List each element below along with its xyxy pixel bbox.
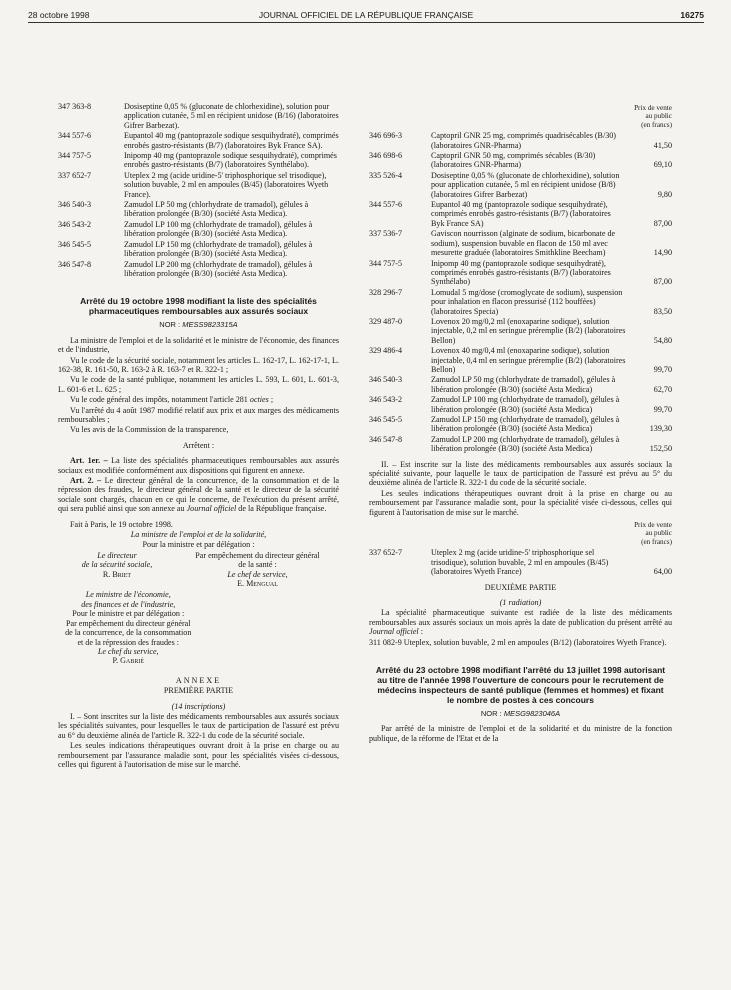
product-code: 335 526-4	[369, 170, 403, 180]
list-item	[58, 151, 339, 170]
list-item	[369, 200, 672, 228]
product-description: Zamudol LP 50 mg (chlorhydrate de tramadol), gélules à libération prolongée (B/30) (société Asta Medica).	[124, 200, 309, 219]
page-header	[28, 8, 704, 22]
product-code: 346 540-3	[58, 200, 92, 210]
product-description: Zamudol LP 50 mg (chlorhydrate de tramadol), gélules à libération prolongée (B/30) (société Asta Medica)	[431, 375, 616, 394]
product-code: 344 557-6	[369, 200, 403, 210]
product-code: 346 696-3	[369, 131, 403, 141]
right-column	[369, 104, 672, 744]
product-description: Lovenox 40 mg/0,4 ml (enoxaparine sodique), solution injectable, 0,4 ml en seringue préremplie (B/2) (laboratoires Bellon)	[431, 346, 626, 374]
section-ii: II. – Est inscrite sur la liste des médicaments remboursables aux assurés sociaux la spécialité suivante, pour laquelle le taux de participation de l'assuré est prévu au 5° du deuxième alinéa de l'article R. 322-1 du code de la sécurité sociale.	[369, 459, 672, 488]
left-product-list	[58, 102, 339, 278]
product-price: 99,70	[653, 364, 672, 374]
indications: Les seules indications thérapeutiques ouvrant droit à la prise en charge ou au remboursement par l'assurance maladie sont, pour la spécialité visée ci-dessous, celles qui figurent à l'autorisation de mise sur le marché.	[369, 488, 672, 517]
list-item	[369, 229, 672, 257]
article-1: Art. 1er. – La liste des spécialités pharmaceutiques remboursables aux assurés sociaux est modifiée conformément aux dispositions qui figurent en annexe.	[58, 456, 339, 475]
product-description: Inipomp 40 mg (pantoprazole sodique sesquihydraté), comprimés enrobés gastro-résistants (B/7) (laboratoires Synthélabo)	[431, 258, 611, 287]
product-description: Dosiseptine 0,05 % (gluconate de chlorhexidine), solution pour application cutanée, 5 ml en récipient unidose (B/16) (laboratoires Gifrer Barbezat).	[124, 102, 339, 130]
header-title: JOURNAL OFFICIEL DE LA RÉPUBLIQUE FRANÇAISE	[258, 10, 474, 20]
vu-clause: Vu le code de la santé publique, notamment les articles L. 593, L. 601, L. 601-3, L. 601-6 et L. 625 ;	[58, 375, 339, 394]
price-header: Prix de vente au public (en francs)	[634, 521, 672, 546]
product-description: Captopril GNR 50 mg, comprimés sécables (B/30) (laboratoires GNR-Pharma)	[431, 151, 596, 170]
signature-block: Le directeur de la sécurité sociale, R. Briet Par empêchement du directeur général de la santé : Le chef de service, E. Mengual	[81, 550, 320, 589]
product-code: 346 547-8	[58, 259, 92, 269]
right-product-list	[369, 131, 672, 453]
product-description: Inipomp 40 mg (pantoprazole sodique sesquihydraté), comprimés enrobés gastro-résistants (B/7) (laboratoires Synthélabo).	[124, 151, 337, 170]
section-i: I. – Sont inscrites sur la liste des médicaments remboursables aux assurés sociaux les spécialités suivantes, pour lesquelles le taux de participation de l'assuré est prévu au 6° du deuxième alinéa de l'article R. 322-1 du code de la sécurité sociale.	[58, 711, 339, 740]
product-price: 139,30	[649, 424, 672, 434]
vu-clause: Vu le code général des impôts, notamment l'article 281 octies ;	[70, 395, 274, 405]
arrete2-title: Arrêté du 23 octobre 1998 modifiant l'arrêté du 13 juillet 1998 autorisant au titre de l'année 1998 l'ouverture de concours pour le recrutement de médecins inspecteurs de santé publique (femmes et hommes) et fixant le nombre de postes à ces concours	[375, 664, 666, 705]
product-code: 347 363-8	[58, 102, 92, 111]
product-description: Uteplex 2 mg (acide uridine-5' triphosphorique sel trisodique), solution buvable, 2 ml en ampoules (B/45) (laboratoires Wyeth France).	[124, 170, 329, 199]
product-code: 346 543-2	[58, 219, 92, 229]
preamble: La ministre de l'emploi et de la solidarité et le ministre de l'économie, des finances et de l'industrie,	[58, 335, 339, 355]
product-description: Eupantol 40 mg (pantoprazole sodique sesquihydraté), comprimés enrobés gastro-résistants (B/7) (laboratoires Byk France SA).	[124, 131, 339, 150]
premiere-partie: PREMIÈRE PARTIE	[163, 686, 234, 696]
list-item	[58, 171, 339, 199]
product-description: Zamudol LP 200 mg (chlorhydrate de tramadol), gélules à libération prolongée (B/30) (société Asta Medica)	[431, 434, 620, 454]
product-code: 344 557-6	[58, 131, 92, 141]
left-column	[58, 102, 339, 770]
list-item	[58, 200, 339, 219]
list-item	[369, 346, 672, 374]
list-item: 337 652-7 Uteplex 2 mg (acide uridine-5' triphosphorique sel trisodique), solution buvable, 2 ml en ampoules (B/45) (laboratoires Wyeth France) 64,00	[369, 548, 672, 577]
indications: Les seules indications thérapeutiques ouvrant droit à la prise en charge ou au remboursement par l'assurance maladie sont, pour les spécialités visées ci-dessous, celles qui figurent à l'autorisation de mise sur le marché.	[58, 741, 339, 769]
annexe-heading: ANNEXE	[175, 675, 222, 685]
list-item	[58, 102, 339, 130]
product-price: 99,70	[653, 404, 672, 414]
signature-delegation: Pour la ministre et par délégation :	[142, 540, 255, 550]
product-description: Zamudol LP 150 mg (chlorhydrate de tramadol), gélules à libération prolongée (B/30) (société Asta Medica).	[124, 239, 313, 259]
product-description: Captopril GNR 25 mg, comprimés quadrisécables (B/30) (laboratoires GNR-Pharma)	[431, 131, 616, 150]
last-paragraph: Par arrêté de la ministre de l'emploi et de la solidarité et du ministre de la fonction publique, de la réforme de l'Etat et de la	[369, 724, 672, 743]
product-code: 329 486-4	[369, 346, 403, 356]
product-code: 344 757-5	[369, 258, 403, 268]
list-item	[369, 395, 672, 414]
product-price: 9,80	[657, 189, 672, 199]
product-price: 41,50	[653, 140, 672, 150]
arretent: Arrêtent :	[182, 440, 215, 450]
signature-ministre: La ministre de l'emploi et de la solidarité,	[130, 530, 267, 540]
radiation-item: 311 082-9 Uteplex, solution buvable, 2 ml en ampoules (B/12) (laboratoires Wyeth France).	[369, 637, 667, 647]
product-code: 328 296-7	[369, 287, 403, 297]
product-description: Dosiseptine 0,05 % (gluconate de chlorhexidine), solution pour application cutanée, 5 ml en récipient unidose (B/8) (laboratoires Gifrer Barbezat)	[431, 170, 620, 199]
list-item	[369, 259, 672, 287]
header-date: 28 octobre 1998	[28, 10, 90, 20]
product-code: 337 536-7	[369, 229, 403, 239]
header-rule	[28, 22, 704, 23]
product-price: 83,50	[653, 306, 672, 316]
product-code: 346 545-5	[369, 415, 403, 424]
radiation-count: (1 radiation)	[499, 597, 542, 607]
product-description: Lomudal 5 mg/dose (cromoglycate de sodium), suspension pour inhalation en flacon pressurisé (112 bouffées) (laboratoires Specia)	[431, 287, 623, 316]
vu-clause: Vu l'arrêté du 4 août 1987 modifié relatif aux prix et aux marges des médicaments remboursables ;	[58, 405, 339, 424]
product-code: 346 545-5	[58, 239, 92, 249]
product-price: 14,90	[653, 248, 672, 258]
vu-clause: Vu le code de la sécurité sociale, notamment les articles L. 162-17, L. 162-17-1, L. 162-38, R. 161-50, R. 163-2 à R. 163-7 et R. 322-1 ;	[58, 355, 339, 374]
product-description: Gaviscon nourrisson (alginate de sodium, bicarbonate de sodium), suspension buvable en flacon de 150 ml avec mesurette graduée (laboratoires Smithkline Beecham)	[431, 229, 616, 258]
list-item	[369, 415, 672, 434]
product-code: 346 543-2	[369, 395, 403, 405]
list-item	[58, 220, 339, 239]
article-2: Art. 2. – Le directeur général de la concurrence, de la consommation et de la répression des fraudes, le directeur général de la santé et le directeur de la sécurité sociale sont chargés, chacun en ce qui le concerne, de l'exécution du présent arrêté, qui sera publié ainsi que son annexe au Journal officiel de la République française.	[58, 476, 339, 514]
product-code: 329 487-0	[369, 316, 403, 326]
list-item	[369, 435, 672, 454]
list-item	[369, 131, 672, 150]
product-description: Zamudol LP 100 mg (chlorhydrate de tramadol), gélules à libération prolongée (B/30) (société Asta Medica)	[431, 395, 620, 414]
list-item	[369, 151, 672, 170]
list-item	[369, 375, 672, 394]
list-item	[58, 240, 339, 259]
vu-clause: Vu les avis de la Commission de la transparence,	[70, 425, 229, 435]
product-price: 62,70	[653, 384, 672, 394]
nor-reference-2: NOR : MESG9823046A	[480, 708, 561, 718]
product-description: Zamudol LP 100 mg (chlorhydrate de tramadol), gélules à libération prolongée (B/30) (société Asta Medica).	[124, 219, 313, 239]
fait-a-paris: Fait à Paris, le 19 octobre 1998.	[70, 519, 173, 529]
product-price: 69,10	[653, 160, 672, 170]
product-code: 346 540-3	[369, 375, 403, 385]
list-item	[58, 131, 339, 150]
nor-reference: NOR : MESS9823315A	[159, 320, 238, 330]
price-header: Prix de vente au public (en francs)	[634, 104, 672, 129]
product-description: Lovenox 20 mg/0,2 ml (enoxaparine sodique), solution injectable, 0,2 ml en seringue préremplie (B/2) (laboratoires Bellon)	[431, 316, 626, 345]
product-price: 87,00	[653, 218, 672, 228]
inscriptions-count: (14 inscriptions)	[171, 701, 226, 711]
list-item	[369, 317, 672, 345]
deuxieme-partie: DEUXIÈME PARTIE	[484, 582, 557, 592]
product-price: 54,80	[653, 335, 672, 345]
list-item	[369, 171, 672, 199]
product-description: Eupantol 40 mg (pantoprazole sodique sesquihydraté), comprimés enrobés gastro-résistants (B/7) (laboratoires Byk France SA)	[431, 200, 611, 228]
product-description: Zamudol LP 200 mg (chlorhydrate de tramadol), gélules à libération prolongée (B/30) (société Asta Medica).	[124, 259, 313, 278]
product-price: 152,50	[649, 444, 672, 454]
radiation-text: La spécialité pharmaceutique suivante est radiée de la liste des médicaments remboursables aux assurés sociaux un mois après la date de publication du présent arrêté au Journal officiel :	[369, 608, 672, 637]
product-code: 337 652-7	[58, 170, 92, 180]
header-page-number: 16275	[680, 10, 704, 20]
product-description: Zamudol LP 150 mg (chlorhydrate de tramadol), gélules à libération prolongée (B/30) (société Asta Medica)	[431, 415, 620, 434]
list-item	[58, 260, 339, 279]
arrete-title: Arrêté du 19 octobre 1998 modifiant la liste des spécialités pharmaceutiques remboursables aux assurés sociaux	[80, 296, 317, 317]
list-item	[369, 288, 672, 316]
product-code: 346 547-8	[369, 434, 403, 444]
signature-economie: Le ministre de l'économie, des finances et de l'industrie, Pour le ministre et par délégation : Par empêchement du directeur général de la concurrence, de la consommation et de la répression des fraudes : Le chef du service, P. Gabrié	[65, 590, 192, 666]
product-code: 346 698-6	[369, 151, 403, 161]
product-code: 344 757-5	[58, 151, 92, 161]
product-price: 87,00	[653, 277, 672, 287]
